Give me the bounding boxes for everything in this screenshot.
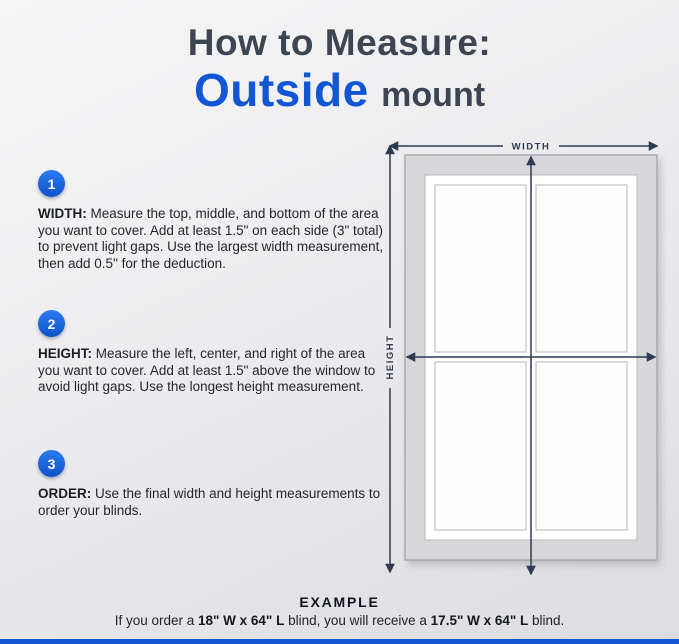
example-text	[0, 613, 679, 628]
step-1-label: WIDTH:	[38, 206, 87, 221]
step-2-label: HEIGHT:	[38, 346, 92, 361]
step-order	[38, 450, 386, 519]
page-title	[0, 22, 679, 117]
example-section	[0, 594, 679, 628]
example-part2: blind, you will receive a	[284, 613, 431, 628]
step-3-text	[38, 486, 386, 519]
height-label: HEIGHT	[385, 334, 396, 380]
title-line1: How to Measure:	[187, 22, 492, 63]
step-width	[38, 170, 386, 273]
title-mount-word: mount	[381, 76, 486, 115]
title-line2	[0, 65, 679, 117]
window-measurement-diagram	[378, 130, 666, 582]
step-3-body: Use the final width and height measurements to order your blinds.	[38, 486, 381, 518]
example-part1: If you order a	[114, 613, 198, 628]
step-2-badge: 2	[38, 310, 65, 337]
step-3-label: ORDER:	[38, 486, 92, 501]
step-2-body: Measure the left, center, and right of the area you want to cover. Add at least 1.5" above the window to avoid light gaps. Use the longest height measurement.	[38, 346, 376, 395]
step-2-text	[38, 346, 386, 396]
example-part3: blind.	[528, 613, 565, 628]
step-3-badge: 3	[38, 450, 65, 477]
example-order-size: 18" W x 64" L	[198, 613, 285, 628]
bottom-accent-bar	[0, 639, 679, 644]
example-heading: EXAMPLE	[299, 594, 380, 610]
step-1-badge: 1	[38, 170, 65, 197]
width-label: WIDTH	[511, 141, 551, 153]
example-receive-size: 17.5" W x 64" L	[430, 613, 529, 628]
step-1-text	[38, 206, 386, 273]
title-mount-type: Outside	[193, 64, 369, 117]
step-height	[38, 310, 386, 396]
step-1-body: Measure the top, middle, and bottom of the area you want to cover. Add at least 1.5" on each side (3" total) to prevent light gaps. Use the largest width measurement, then add 0.5" for the deduction.	[38, 206, 384, 272]
